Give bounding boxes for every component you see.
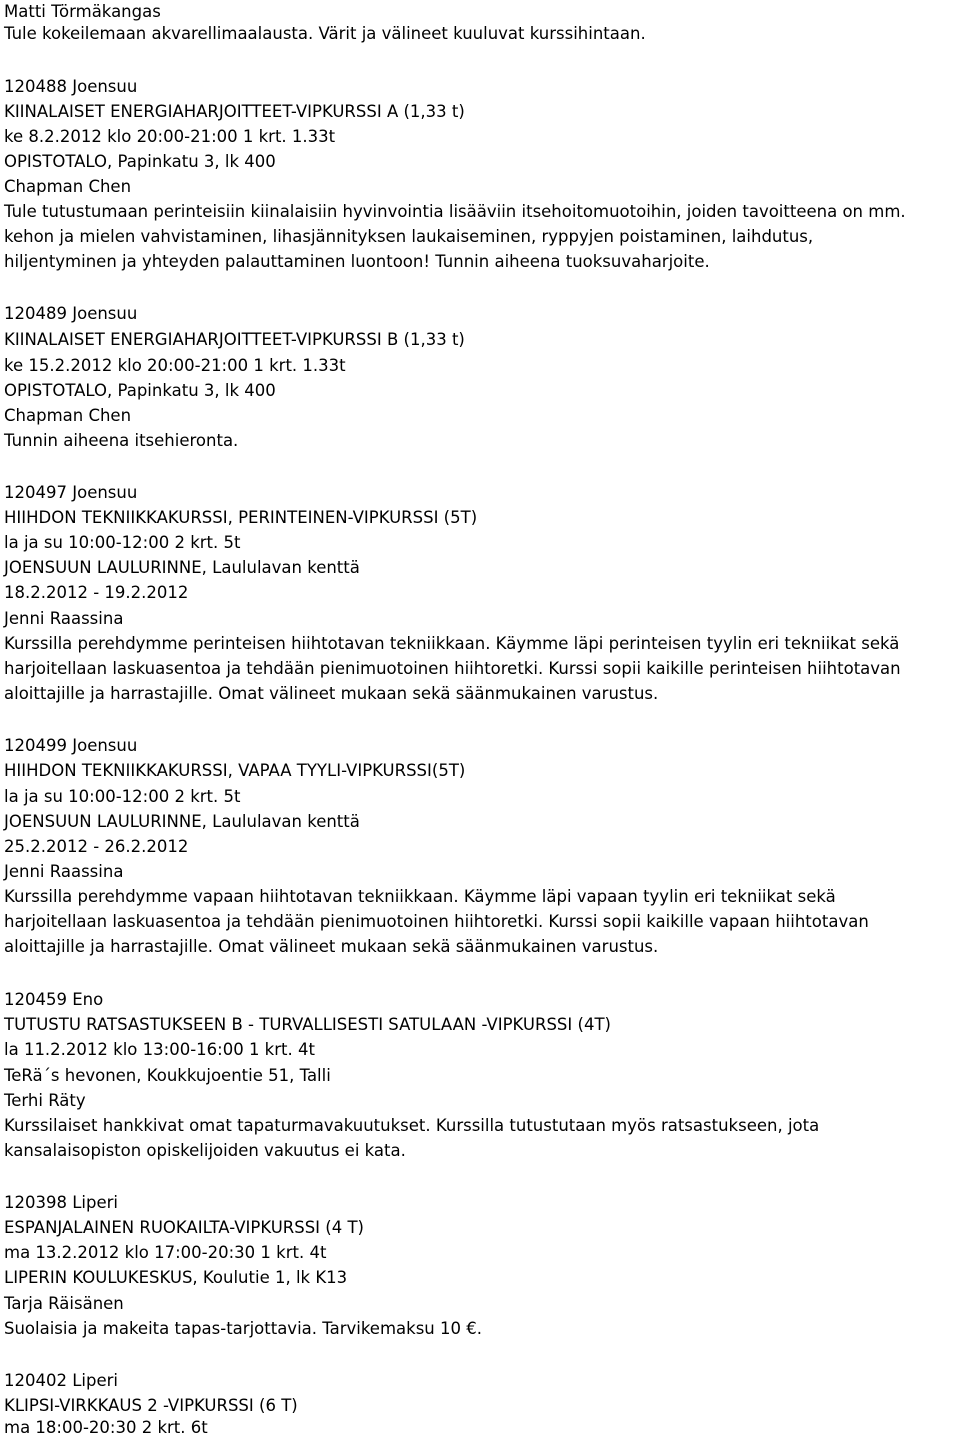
course-description: Tunnin aiheena itsehieronta.	[4, 431, 239, 450]
course-description: Kurssilla perehdymme perinteisen hiihtotavan tekniikkaan. Käymme läpi perinteisen tyylin eri tekniikat sekä	[4, 634, 900, 653]
course-description: kansalaisopiston opiskelijoiden vakuutus ei kata.	[4, 1141, 406, 1160]
course-teacher: Chapman Chen	[4, 177, 132, 196]
course-time: ke 8.2.2012 klo 20:00-21:00 1 krt. 1.33t	[4, 127, 336, 146]
course-title: HIIHDON TEKNIIKKAKURSSI, PERINTEINEN-VIPKURSSI (5T)	[4, 508, 478, 527]
course-place: LIPERIN KOULUKESKUS, Koulutie 1, lk K13	[4, 1268, 348, 1287]
course-time: ma 18:00-20:30 2 krt. 6t	[4, 1418, 208, 1437]
course-place: JOENSUUN LAULURINNE, Laululavan kenttä	[4, 558, 360, 577]
course-place: JOENSUUN LAULURINNE, Laululavan kenttä	[4, 812, 360, 831]
course-place: OPISTOTALO, Papinkatu 3, lk 400	[4, 381, 276, 400]
course-dates: 25.2.2012 - 26.2.2012	[4, 837, 189, 856]
course-title: HIIHDON TEKNIIKKAKURSSI, VAPAA TYYLI-VIPKURSSI(5T)	[4, 761, 466, 780]
course-title: KIINALAISET ENERGIAHARJOITTEET-VIPKURSSI B (1,33 t)	[4, 330, 465, 349]
course-header: 120499 Joensuu	[4, 736, 138, 755]
course-title: TUTUSTU RATSASTUKSEEN B - TURVALLISESTI SATULAAN -VIPKURSSI (4T)	[4, 1015, 611, 1034]
course-header: 120402 Liperi	[4, 1371, 119, 1390]
course-teacher: Tarja Räisänen	[4, 1294, 124, 1313]
course-title: KLIPSI-VIRKKAUS 2 -VIPKURSSI (6 T)	[4, 1396, 298, 1415]
course-description: Suolaisia ja makeita tapas-tarjottavia. Tarvikemaksu 10 €.	[4, 1319, 482, 1338]
course-description: harjoitellaan laskuasentoa ja tehdään pienimuotoinen hiihtoretki. Kurssi sopii kaikille vapaan hiihtotavan	[4, 912, 869, 931]
course-time: ma 13.2.2012 klo 17:00-20:30 1 krt. 4t	[4, 1243, 327, 1262]
course-time: ke 15.2.2012 klo 20:00-21:00 1 krt. 1.33t	[4, 356, 346, 375]
course-teacher: Chapman Chen	[4, 406, 132, 425]
course-header: 120398 Liperi	[4, 1193, 119, 1212]
course-teacher: Jenni Raassina	[4, 862, 124, 881]
course-dates: 18.2.2012 - 19.2.2012	[4, 583, 189, 602]
course-title: ESPANJALAINEN RUOKAILTA-VIPKURSSI (4 T)	[4, 1218, 364, 1237]
course-title: KIINALAISET ENERGIAHARJOITTEET-VIPKURSSI A (1,33 t)	[4, 102, 465, 121]
course-description: aloittajille ja harrastajille. Omat välineet mukaan sekä säänmukainen varustus.	[4, 937, 659, 956]
course-description: harjoitellaan laskuasentoa ja tehdään pienimuotoinen hiihtoretki. Kurssi sopii kaikille perinteisen hiihtotavan	[4, 659, 901, 678]
course-header: 120459 Eno	[4, 990, 104, 1009]
intro-description: Tule kokeilemaan akvarellimaalausta. Värit ja välineet kuuluvat kurssihintaan.	[4, 24, 646, 43]
course-place: TeRä´s hevonen, Koukkujoentie 51, Talli	[4, 1066, 331, 1085]
course-teacher: Terhi Räty	[4, 1091, 86, 1110]
course-description: aloittajille ja harrastajille. Omat välineet mukaan sekä säänmukainen varustus.	[4, 684, 659, 703]
course-header: 120488 Joensuu	[4, 77, 138, 96]
intro-teacher: Matti Törmäkangas	[4, 2, 161, 21]
course-place: OPISTOTALO, Papinkatu 3, lk 400	[4, 152, 276, 171]
course-header: 120497 Joensuu	[4, 483, 138, 502]
course-description: kehon ja mielen vahvistaminen, lihasjännityksen laukaiseminen, ryppyjen poistaminen, laihdutus,	[4, 227, 814, 246]
course-description: hiljentyminen ja yhteyden palauttaminen luontoon! Tunnin aiheena tuoksuvaharjoite.	[4, 252, 710, 271]
course-teacher: Jenni Raassina	[4, 609, 124, 628]
course-description: Tule tutustumaan perinteisiin kiinalaisiin hyvinvointia lisääviin itsehoitomuotoihin, joiden tavoitteena on mm.	[4, 202, 906, 221]
course-description: Kurssilaiset hankkivat omat tapaturmavakuutukset. Kurssilla tutustutaan myös ratsastukseen, jota	[4, 1116, 820, 1135]
course-description: Kurssilla perehdymme vapaan hiihtotavan tekniikkaan. Käymme läpi vapaan tyylin eri tekniikat sekä	[4, 887, 836, 906]
course-time: la ja su 10:00-12:00 2 krt. 5t	[4, 533, 241, 552]
course-time: la ja su 10:00-12:00 2 krt. 5t	[4, 787, 241, 806]
course-time: la 11.2.2012 klo 13:00-16:00 1 krt. 4t	[4, 1040, 315, 1059]
course-header: 120489 Joensuu	[4, 304, 138, 323]
